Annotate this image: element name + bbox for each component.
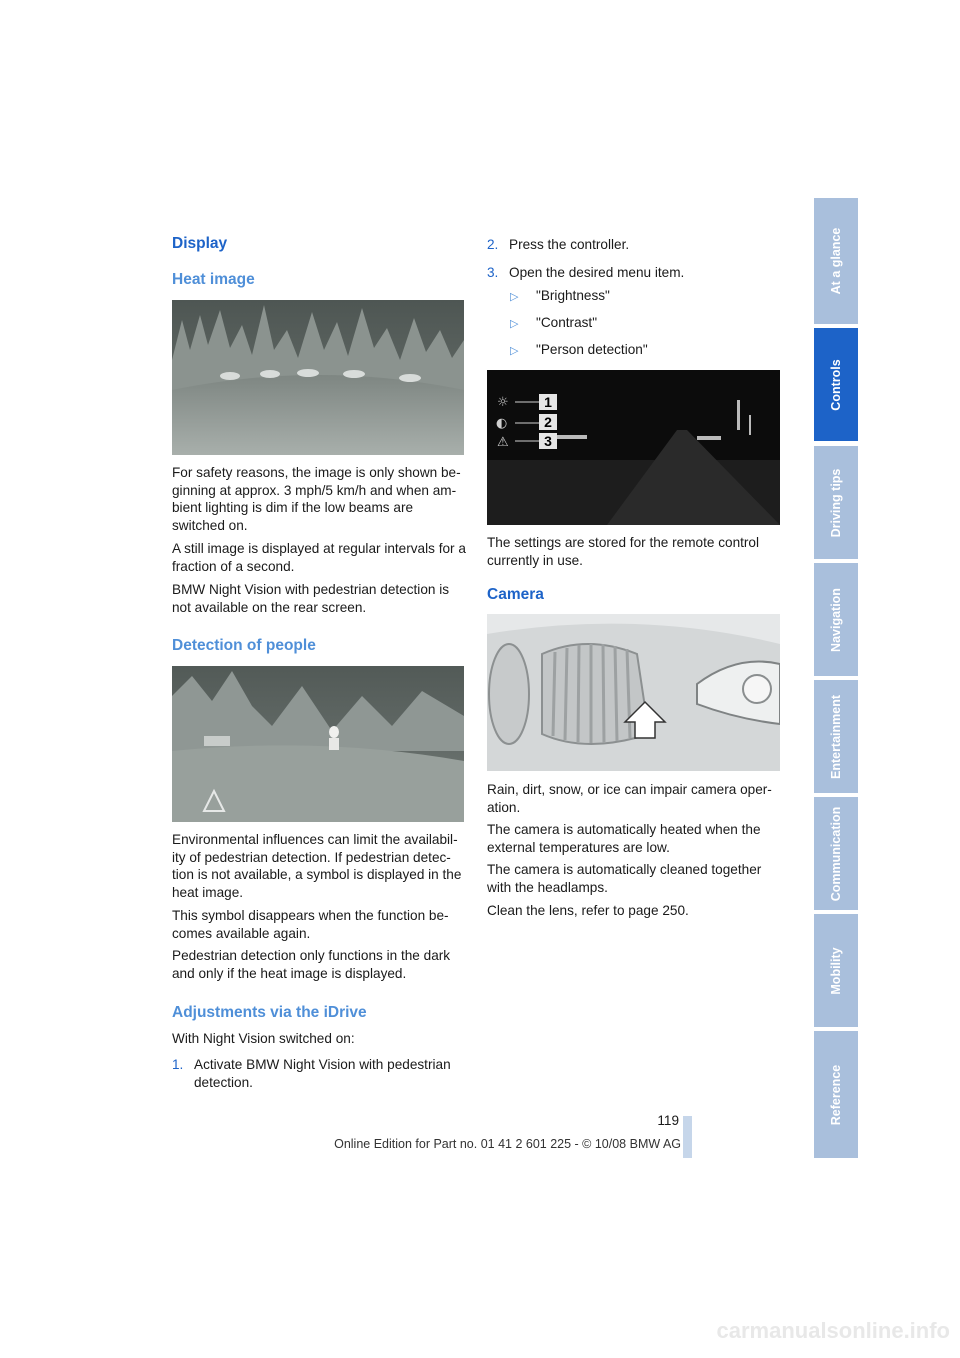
watermark: carmanualsonline.info (716, 1318, 950, 1343)
settings-paragraph: The settings are stored for the remote control currently in use. (487, 535, 760, 568)
callout-3: 3 (539, 433, 557, 449)
section-heading-heat-image: Heat image (172, 271, 255, 288)
svg-text:⚠: ⚠ (497, 435, 509, 450)
step-1-number: 1. (172, 1057, 184, 1072)
sidebar-tab-mobility[interactable]: Mobility (814, 914, 858, 1027)
step-1-text: Activate BMW Night Vision with pedestrian detection. (194, 1057, 451, 1090)
section-heading-display: Display (172, 235, 228, 252)
bullet-item (510, 287, 610, 307)
bullet-item (510, 341, 648, 361)
bullet-item (510, 314, 597, 334)
heat-image-figure (172, 300, 464, 455)
bullet-arrow-icon: ▷ (510, 291, 519, 303)
section-heading-camera: Camera (487, 586, 544, 603)
heat-paragraph-2: A still image is displayed at regular intervals for a fraction of a second. (172, 541, 466, 574)
sidebar-tab-navigation[interactable]: Navigation (814, 563, 858, 676)
step-3 (487, 264, 781, 282)
step-2-text: Press the controller. (509, 237, 630, 252)
camera-paragraph-2: The camera is automatically heated when the external temperatures are low. (487, 822, 761, 855)
heat-paragraph-1: For safety reasons, the image is only shown be-ginning at approx. 3 mph/5 km/h and when am-bient lighting is dim if the low beams are switched on. (172, 465, 461, 533)
bullet-text: "Contrast" (536, 315, 598, 330)
svg-text:◐: ◐ (496, 416, 508, 431)
callout-2: 2 (539, 414, 557, 430)
edition-note: Online Edition for Part no. 01 41 2 601 225 - © 10/08 BMW AG (334, 1137, 681, 1151)
sidebar-tab-entertainment[interactable]: Entertainment (814, 680, 858, 793)
adjust-paragraph: With Night Vision switched on: (172, 1031, 355, 1046)
detection-figure (172, 666, 464, 822)
camera-paragraph-3: The camera is automatically cleaned together with the headlamps. (487, 862, 762, 895)
camera-paragraph-4: Clean the lens, refer to page 250. (487, 903, 689, 918)
detection-paragraph-1: Environmental influences can limit the availabil-ity of pedestrian detection. If pedestrian detec-tion is not available, a symbol is displayed in the heat image. (172, 832, 462, 900)
heat-paragraph-3: BMW Night Vision with pedestrian detection is not available on the rear screen. (172, 582, 450, 615)
sidebar-tab-driving-tips[interactable]: Driving tips (814, 446, 858, 559)
section-heading-adjustments: Adjustments via the iDrive (172, 1004, 367, 1021)
step-3-number: 3. (487, 265, 499, 280)
callout-1: 1 (539, 394, 557, 410)
night-vision-settings-figure (487, 370, 780, 525)
step-3-text: Open the desired menu item. (509, 265, 685, 280)
step-1 (172, 1056, 466, 1091)
step-2-number: 2. (487, 237, 499, 252)
sidebar-tab-at-a-glance[interactable]: At a glance (814, 198, 858, 324)
detection-paragraph-2: This symbol disappears when the function be-comes available again. (172, 908, 449, 941)
camera-figure (487, 614, 780, 771)
camera-paragraph-1: Rain, dirt, snow, or ice can impair camera oper-ation. (487, 782, 772, 815)
section-heading-detection: Detection of people (172, 637, 316, 654)
detection-paragraph-3: Pedestrian detection only functions in the dark and only if the heat image is displayed. (172, 948, 451, 981)
sidebar-tab-controls[interactable]: Controls (814, 328, 858, 441)
bullet-text: "Brightness" (536, 288, 610, 303)
bullet-arrow-icon: ▷ (510, 318, 519, 330)
sidebar-tab-communication[interactable]: Communication (814, 797, 858, 910)
svg-text:☼: ☼ (497, 395, 509, 410)
page-number: 119 (657, 1113, 679, 1128)
bullet-arrow-icon: ▷ (510, 345, 519, 357)
footer-bar (683, 1116, 692, 1158)
sidebar-tab-reference[interactable]: Reference (814, 1031, 858, 1158)
step-2 (487, 236, 781, 254)
bullet-text: "Person detection" (536, 342, 648, 357)
